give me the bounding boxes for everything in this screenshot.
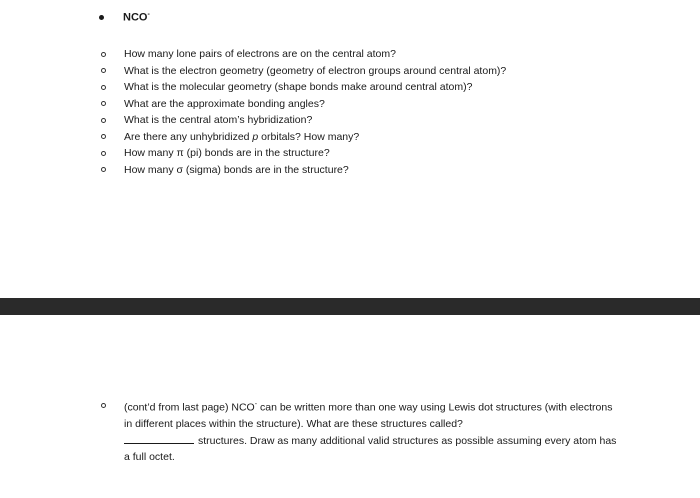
question-list bbox=[101, 46, 506, 178]
circle-bullet-icon bbox=[101, 118, 106, 123]
list-item: What is the molecular geometry (shape bonds make around central atom)? bbox=[101, 79, 506, 96]
circle-bullet-icon bbox=[101, 85, 106, 90]
heading-row bbox=[99, 11, 150, 24]
list-item bbox=[101, 129, 506, 146]
circle-bullet-icon bbox=[101, 134, 106, 139]
circle-bullet-icon bbox=[101, 101, 106, 106]
list-item: How many π (pi) bonds are in the structure? bbox=[101, 145, 506, 162]
molecule-formula: NCO- bbox=[123, 11, 150, 24]
circle-bullet-icon bbox=[101, 151, 106, 156]
orbital-question: Are there any unhybridized p orbitals? How many? bbox=[124, 130, 360, 143]
continued-question bbox=[101, 397, 621, 466]
list-item: How many lone pairs of electrons are on the central atom? bbox=[101, 46, 506, 63]
circle-bullet-icon bbox=[101, 68, 106, 73]
continued-question-text: (cont’d from last page) NCO- can be written more than one way using Lewis dot structures (with electrons in different places within the structure). What are these structures called? structures. Draw as many additional valid structures as possible assuming every atom has a full octet. bbox=[124, 401, 617, 463]
list-item: What is the electron geometry (geometry of electron groups around central atom)? bbox=[101, 63, 506, 80]
answer-blank-line[interactable] bbox=[124, 433, 194, 444]
list-item: How many σ (sigma) bonds are in the structure? bbox=[101, 162, 506, 179]
bullet-dot-icon bbox=[99, 15, 104, 20]
page-divider-band bbox=[0, 298, 700, 315]
circle-bullet-icon bbox=[101, 403, 106, 408]
list-item: What is the central atom’s hybridization? bbox=[101, 112, 506, 129]
list-item: What are the approximate bonding angles? bbox=[101, 96, 506, 113]
circle-bullet-icon bbox=[101, 167, 106, 172]
circle-bullet-icon bbox=[101, 52, 106, 57]
